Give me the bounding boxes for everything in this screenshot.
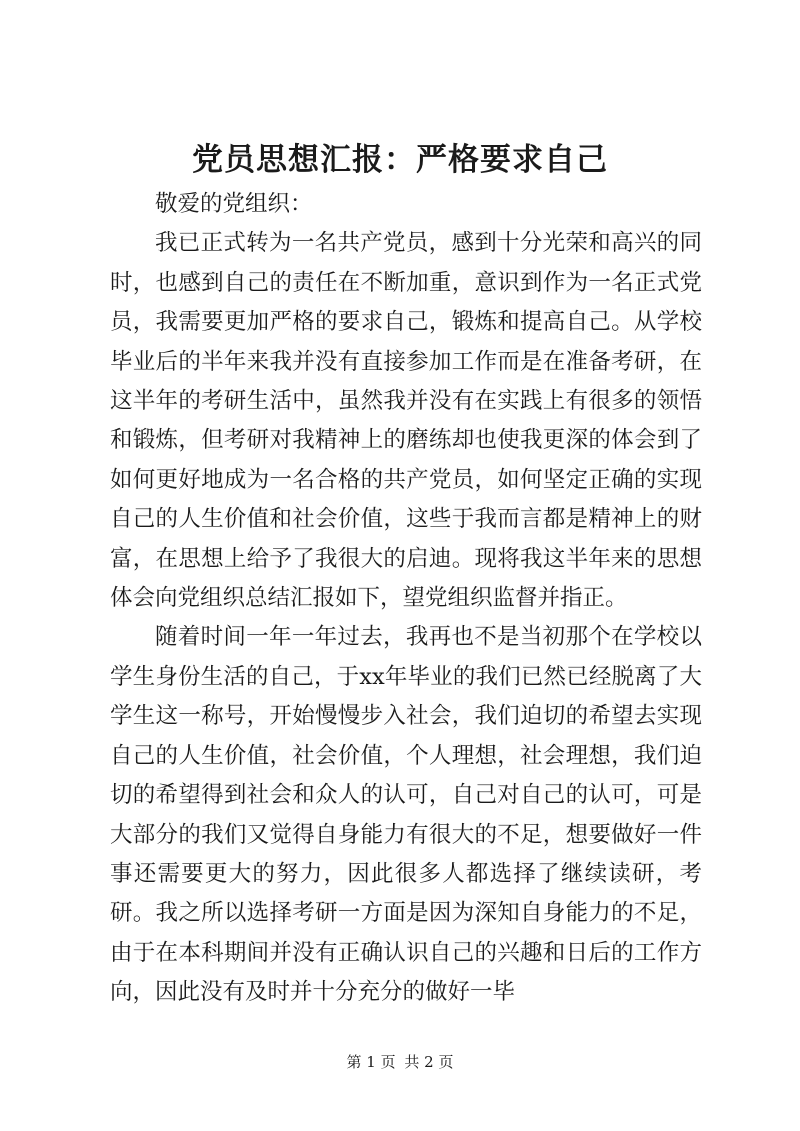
page-number: 第 1 页 — [346, 1053, 396, 1071]
document-body — [110, 185, 702, 1013]
paragraph-1: 我已正式转为一名共产党员，感到十分光荣和高兴的同时，也感到自己的责任在不断加重，意识到作为一名正式党员，我需要更加严格的要求自己，锻炼和提高自己。从学校毕业后的半年来我并没有直接参加工作而是在准备考研，在这半年的考研生活中，虽然我并没有在实践上有很多的领悟和锻炼，但考研对我精神上的磨练却也使我更深的体会到了如何更好地成为一名合格的共产党员，如何坚定正确的实现自己的人生价值和社会价值，这些于我而言都是精神上的财富，在思想上给予了我很大的启迪。现将我这半年来的思想体会向党组织总结汇报如下，望党组织监督并指正。 — [110, 230, 702, 612]
document-title: 党员思想汇报：严格要求自己 — [192, 142, 608, 178]
paragraph-2: 随着时间一年一年过去，我再也不是当初那个在学校以学生身份生活的自己，于xx年毕业的我们已然已经脱离了大学生这一称号，开始慢慢步入社会，我们迫切的希望去实现自己的人生价值，社会价值，个人理想，社会理想，我们迫切的希望得到社会和众人的认可，自己对自己的认可，可是大部分的我们又觉得自身能力有很大的不足，想要做好一件事还需要更大的努力，因此很多人都选择了继续读研，考研。我之所以选择考研一方面是因为深知自身能力的不足，由于在本科期间并没有正确认识自己的兴趣和日后的工作方向，因此没有及时并十分充分的做好一毕 — [110, 624, 702, 1006]
page-footer — [0, 1052, 800, 1072]
page-total: 共 2 页 — [404, 1053, 454, 1071]
salutation: 敬爱的党组织： — [155, 191, 313, 217]
